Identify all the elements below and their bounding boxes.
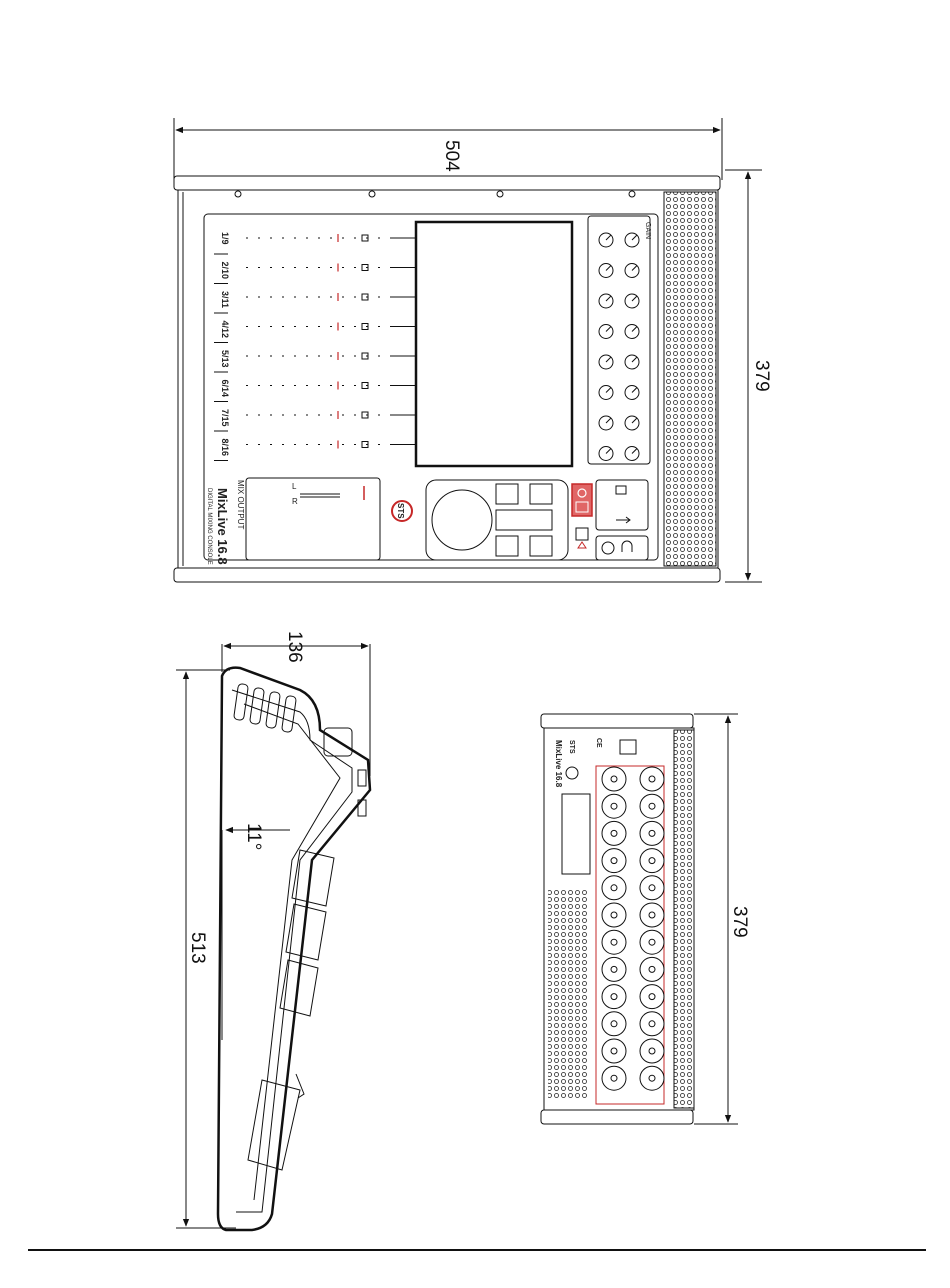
channel-strip [214, 232, 416, 254]
xlr-connector[interactable] [602, 985, 626, 1009]
xlr-connector[interactable] [640, 957, 664, 981]
xlr-pin [649, 858, 655, 864]
xlr-connector[interactable] [602, 1039, 626, 1063]
knob-indicator [606, 327, 611, 332]
xlr-connector[interactable] [602, 930, 626, 954]
xlr-pin [611, 858, 617, 864]
channel-label: 4/12 [220, 320, 230, 339]
knob-indicator [606, 296, 611, 301]
knob-indicator [632, 449, 637, 454]
rear-view [541, 714, 750, 1124]
xlr-connector[interactable] [640, 876, 664, 900]
bottom-end-cap [174, 568, 720, 582]
headphone-knob[interactable] [602, 542, 614, 554]
mix-output-label: MIX OUTPUT [236, 480, 245, 530]
master-meter-l: L [292, 482, 297, 491]
xlr-pin [611, 994, 617, 1000]
dim-side-length: 513 [187, 932, 208, 964]
nav-button-2[interactable] [530, 484, 552, 504]
xlr-connector[interactable] [640, 1039, 664, 1063]
xlr-pin [649, 939, 655, 945]
side-view [176, 631, 370, 1230]
xlr-connector[interactable] [602, 767, 626, 791]
knob-indicator [632, 418, 637, 423]
warning-icon [578, 542, 586, 548]
monitor-usb-panel [596, 480, 648, 530]
channel-label: 5/13 [220, 350, 230, 368]
usb-icon [616, 517, 630, 523]
channel-strips [214, 232, 416, 461]
xlr-pin [649, 776, 655, 782]
headphone-icon [622, 541, 632, 552]
knob-indicator [606, 357, 611, 362]
knob-indicator [632, 388, 637, 393]
channel-label: 8/16 [220, 438, 230, 457]
sts-logo: STS [396, 503, 405, 519]
navigation-panel [426, 480, 568, 560]
top-view [174, 118, 772, 582]
xlr-pin [611, 1021, 617, 1027]
knob-indicator [632, 296, 637, 301]
top-end-cap [174, 176, 720, 190]
channel-label: 7/15 [220, 409, 230, 427]
master-meter-r: R [292, 497, 298, 506]
dim-side-height: 136 [284, 631, 305, 663]
touch-screen[interactable] [416, 222, 572, 466]
rear-logo: STS [568, 740, 575, 754]
xlr-pin [611, 966, 617, 972]
xlr-connector[interactable] [640, 849, 664, 873]
handle-slot-2 [250, 687, 265, 724]
xlr-connector[interactable] [602, 794, 626, 818]
ce-mark: CE [595, 738, 602, 748]
xlr-pin [649, 912, 655, 918]
side-recess-4 [248, 1080, 300, 1170]
rear-vent [674, 730, 694, 1108]
knob-indicator [606, 418, 611, 423]
knob-indicator [606, 449, 611, 454]
xlr-pin [611, 1048, 617, 1054]
knob-indicator [632, 357, 637, 362]
xlr-pin [649, 885, 655, 891]
channel-strip [214, 321, 416, 343]
knob-indicator [632, 266, 637, 271]
nav-button-5[interactable] [496, 510, 552, 530]
handle-slot-1 [234, 683, 249, 720]
xlr-pin [649, 966, 655, 972]
xlr-pin [611, 776, 617, 782]
channel-label: 6/14 [220, 379, 230, 398]
knob-indicator [606, 266, 611, 271]
handle-slot-3 [266, 691, 281, 728]
xlr-connector-grid [602, 767, 664, 1090]
xlr-pin [649, 994, 655, 1000]
rear-power-socket[interactable] [566, 767, 578, 779]
xlr-connector[interactable] [640, 794, 664, 818]
xlr-connector[interactable] [602, 1012, 626, 1036]
xlr-pin [649, 830, 655, 836]
rear-bottom-cap [541, 1110, 693, 1124]
nav-button-3[interactable] [496, 536, 518, 556]
gain-panel [588, 216, 650, 464]
xlr-pin [611, 830, 617, 836]
aux-button[interactable] [576, 528, 588, 540]
xlr-connector[interactable] [640, 903, 664, 927]
dim-side-angle: 11° [243, 823, 264, 851]
rear-left-vent [548, 890, 588, 1100]
nav-button-4[interactable] [530, 536, 552, 556]
xlr-connector[interactable] [602, 903, 626, 927]
vent-grille [664, 192, 716, 566]
xlr-pin [611, 939, 617, 945]
dim-rear-width: 379 [729, 906, 750, 938]
xlr-connector[interactable] [640, 1012, 664, 1036]
xlr-pin [649, 1021, 655, 1027]
knob-indicator [632, 235, 637, 240]
knob-indicator [606, 235, 611, 240]
xlr-connector[interactable] [602, 1066, 626, 1090]
xlr-pin [611, 1075, 617, 1081]
side-profile [218, 668, 370, 1230]
rear-model: MixLive 16.8 [554, 740, 563, 788]
rear-usb-port[interactable] [620, 740, 636, 754]
dim-top-width: 504 [441, 140, 462, 172]
model-name: MixLive 16.8 [215, 488, 230, 565]
xlr-connector[interactable] [602, 821, 626, 845]
monitor-icon [616, 486, 626, 494]
xlr-pin [649, 1048, 655, 1054]
channel-strip [214, 262, 416, 284]
xlr-connector[interactable] [640, 821, 664, 845]
xlr-connector[interactable] [640, 1066, 664, 1090]
xlr-connector[interactable] [640, 767, 664, 791]
xlr-connector[interactable] [602, 849, 626, 873]
gain-knob-section [599, 222, 651, 461]
nav-button-1[interactable] [496, 484, 518, 504]
xlr-connector[interactable] [640, 985, 664, 1009]
xlr-pin [611, 803, 617, 809]
knob-indicator [632, 327, 637, 332]
channel-label: 1/9 [220, 232, 230, 245]
model-subtitle: DIGITAL MIXING CONSOLE [206, 488, 212, 565]
mix-output-panel [246, 478, 380, 560]
handle-slot-4 [282, 695, 297, 732]
dim-top-depth: 379 [751, 360, 772, 392]
xlr-connector[interactable] [602, 957, 626, 981]
channel-strip [214, 439, 416, 461]
rear-display-window [562, 794, 590, 874]
console-body [178, 190, 718, 568]
knob-indicator [606, 388, 611, 393]
rear-top-cap [541, 714, 693, 728]
gain-label: GAIN [644, 222, 651, 240]
xlr-connector[interactable] [640, 930, 664, 954]
channel-label: 2/10 [220, 261, 230, 280]
channel-strip [214, 380, 416, 402]
xlr-connector[interactable] [602, 876, 626, 900]
xlr-pin [611, 885, 617, 891]
channel-strip [214, 409, 416, 431]
xlr-pin [611, 912, 617, 918]
channel-label: 3/11 [220, 291, 230, 309]
channel-strip [214, 350, 416, 372]
xlr-pin [649, 803, 655, 809]
channel-strip [214, 291, 416, 313]
rotary-encoder[interactable] [432, 490, 492, 550]
xlr-pin [649, 1075, 655, 1081]
